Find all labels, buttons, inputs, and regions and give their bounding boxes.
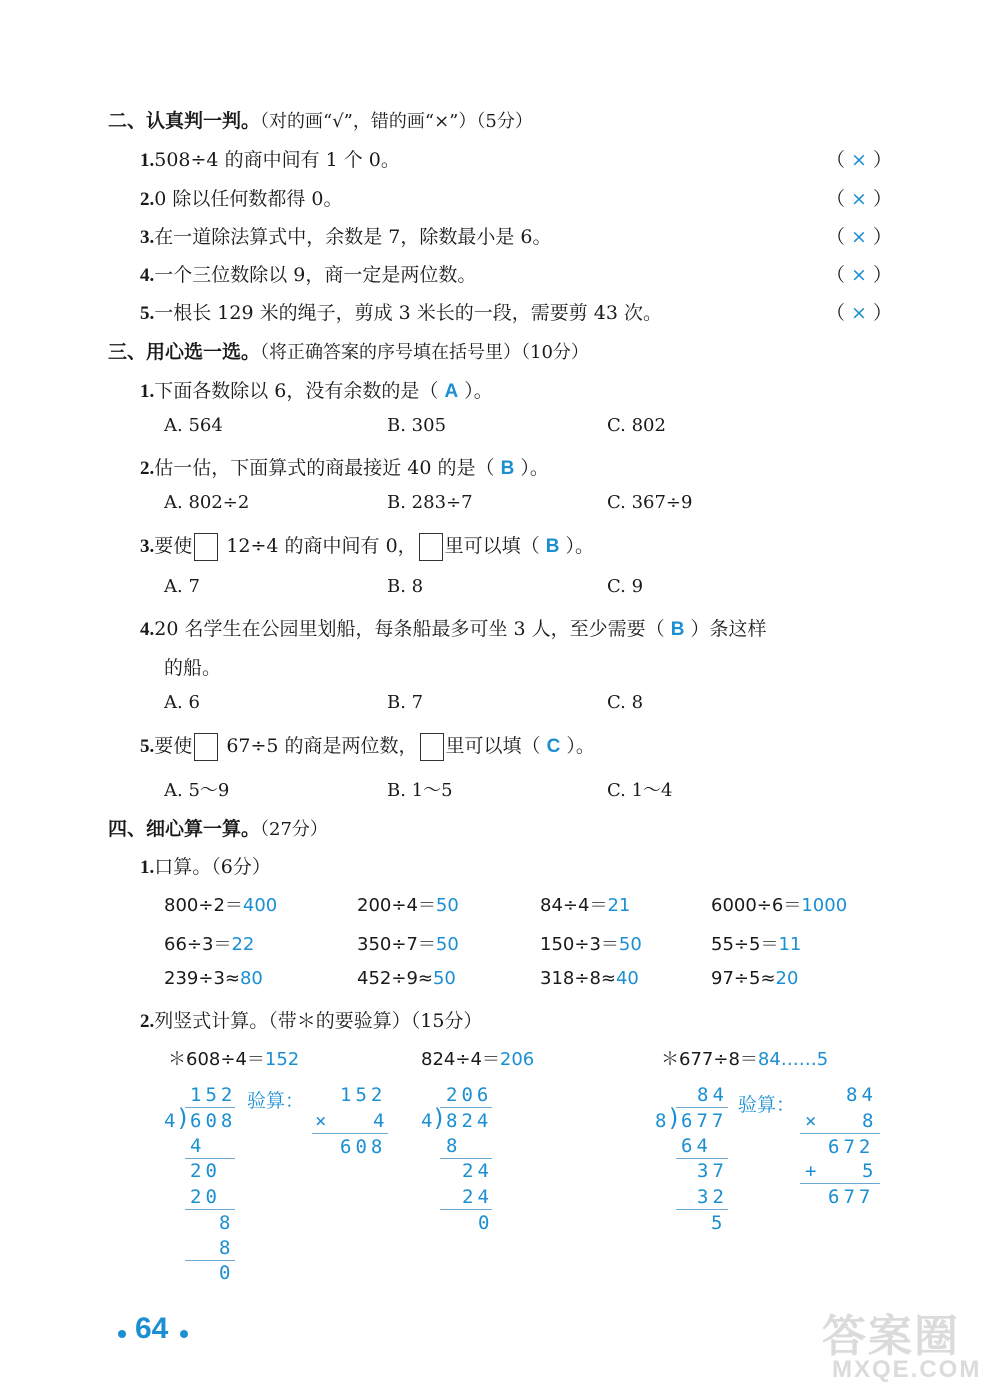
item-text: 在一道除法算式中，余数是 7，除数最小是 6。: [154, 226, 552, 248]
oral-calc-2-3: 150÷3＝50: [540, 934, 642, 955]
judge-item-1: [140, 145, 400, 172]
item-number: 4.: [140, 265, 155, 286]
check-operator: ×: [805, 1110, 821, 1132]
blank-box: [419, 533, 443, 561]
judge-answer-1: （ × ）: [826, 149, 893, 171]
division-bracket: ): [434, 1104, 444, 1132]
long-division-step: 24: [462, 1160, 493, 1182]
question-text: 估一估，下面算式的商最接近 40 的是（: [154, 457, 495, 479]
choice-question-1: [140, 376, 493, 403]
oral-calc-2-1: 66÷3＝22: [164, 934, 255, 955]
option-c: C. 802: [607, 415, 666, 436]
choice-answer: A: [444, 381, 459, 402]
oral-calc-1-1: 800÷2＝400: [164, 895, 278, 916]
step-line: [185, 1158, 235, 1159]
choice-question-4-line2: 的船。: [164, 657, 222, 679]
judge-answer-2: （ × ）: [826, 188, 893, 210]
option-b: B. 7: [387, 692, 424, 713]
item-text: 0 除以任何数都得 0。: [154, 188, 343, 210]
section-4-heading: [108, 814, 328, 841]
long-division-dividend: 608: [190, 1110, 237, 1132]
option-b: B. 1～5: [387, 780, 453, 801]
answer-mark: ×: [851, 302, 867, 324]
judge-item-4: [140, 260, 476, 287]
check-label: 验算：: [247, 1090, 305, 1112]
judge-item-2: [140, 184, 343, 211]
calc-answer: 84……5: [757, 1049, 829, 1070]
option-b: B. 283÷7: [387, 492, 473, 513]
calc-answer: 152: [264, 1049, 300, 1070]
section-2-heading: [108, 106, 533, 133]
item-number: 1.: [140, 381, 155, 402]
judge-item-5: [140, 298, 662, 325]
choice-answer: B: [670, 619, 685, 640]
check-partial: 672: [828, 1136, 875, 1158]
question-text: 要使: [154, 735, 193, 757]
calc-answer: 40: [615, 968, 639, 989]
long-division-quotient: 206: [446, 1084, 493, 1106]
step-line: [440, 1158, 492, 1159]
oral-calc-3-1: 239÷3≈80: [164, 968, 263, 989]
question-text-end: ）。: [520, 457, 549, 479]
long-division-dividend: 824: [446, 1110, 493, 1132]
division-bar: [185, 1107, 235, 1108]
check-multiplier: 8: [862, 1110, 878, 1132]
check-multiplicand: 84: [846, 1084, 877, 1106]
item-number: 1.: [140, 150, 155, 171]
division-bar: [676, 1107, 728, 1108]
long-division-quotient: 152: [190, 1084, 237, 1106]
blank-box: [194, 533, 218, 561]
long-division-step: 8: [446, 1135, 462, 1157]
judge-answer-4: （ × ）: [826, 264, 893, 286]
long-division-step: 0: [219, 1262, 235, 1284]
calc-answer: 80: [239, 968, 263, 989]
page-dot-right: [180, 1330, 188, 1338]
oral-calc-heading: [140, 852, 271, 879]
item-number: 4.: [140, 619, 155, 640]
long-division-step: 8: [219, 1237, 235, 1259]
division-bar: [440, 1107, 492, 1108]
oral-calc-1-2: 200÷4＝50: [357, 895, 459, 916]
long-division-divisor: 4: [421, 1110, 437, 1132]
option-a: A. 7: [164, 576, 200, 597]
choice-answer: B: [545, 536, 560, 557]
option-c: C. 8: [607, 692, 644, 713]
long-division-step: 20: [190, 1186, 221, 1208]
item-text: 508÷4 的商中间有 1 个 0。: [154, 149, 400, 171]
judge-answer-3: （ × ）: [826, 226, 893, 248]
check-line: [312, 1133, 388, 1134]
long-division-divisor: 4: [164, 1110, 180, 1132]
option-a: A. 802÷2: [164, 492, 250, 513]
calc-answer: 206: [499, 1049, 535, 1070]
option-a: A. 6: [164, 692, 200, 713]
calc-answer: 22: [231, 934, 255, 955]
item-number: 2.: [140, 458, 155, 479]
answer-mark: ×: [851, 149, 867, 171]
option-c: C. 1～4: [607, 780, 673, 801]
choice-question-5: [140, 731, 595, 761]
long-division-step: 64: [681, 1135, 712, 1157]
vertical-problem-2: 824÷4＝206: [421, 1049, 535, 1070]
question-text-end: ）。: [464, 380, 493, 402]
option-c: C. 367÷9: [607, 492, 693, 513]
long-division-step: 20: [190, 1160, 221, 1182]
long-division-dividend: 677: [681, 1110, 728, 1132]
item-number: 1.: [140, 857, 155, 878]
question-text-end: ）。: [565, 535, 595, 557]
long-division-step: 8: [219, 1212, 235, 1234]
step-line: [676, 1209, 728, 1210]
watermark-url: MXQE.COM: [832, 1356, 982, 1383]
section-3-title: 三、用心选一选。: [108, 341, 261, 363]
section-3-note: （将正确答案的序号填在括号里）（10分）: [260, 342, 589, 363]
item-number: 5.: [140, 736, 155, 757]
item-number: 5.: [140, 303, 155, 324]
oral-calc-3-3: 318÷8≈40: [540, 968, 639, 989]
calc-answer: 11: [778, 934, 802, 955]
calc-answer: 20: [775, 968, 799, 989]
choice-question-3: [140, 531, 594, 561]
calc-answer: 50: [435, 895, 459, 916]
calc-answer: 1000: [801, 895, 848, 916]
long-division-step: 4: [190, 1135, 206, 1157]
choice-answer: C: [546, 736, 561, 757]
item-number: 3.: [140, 227, 155, 248]
choice-answer: B: [500, 458, 515, 479]
page-dot-left: [118, 1330, 126, 1338]
item-number: 2.: [140, 1011, 155, 1032]
question-text-mid2: 里可以填（: [445, 735, 541, 757]
step-line: [185, 1209, 235, 1210]
question-text-mid: 12÷4 的商中间有 0，: [226, 535, 417, 557]
long-division-step: 5: [711, 1212, 727, 1234]
question-text: 20 名学生在公园里划船，每条船最多可坐 3 人，至少需要（: [154, 618, 665, 640]
option-a: A. 5～9: [164, 780, 230, 801]
question-text-mid2: 里可以填（: [444, 535, 540, 557]
check-multiplier: 4: [373, 1110, 389, 1132]
item-text: 一根长 129 米的绳子，剪成 3 米长的一段，需要剪 43 次。: [154, 302, 663, 324]
long-division-step: 24: [462, 1186, 493, 1208]
long-division-divisor: 8: [655, 1110, 671, 1132]
watermark-logo: 答案圈: [822, 1312, 960, 1361]
page-number: 64: [135, 1312, 169, 1345]
item-text: 一个三位数除以 9，商一定是两位数。: [154, 264, 477, 286]
judge-item-3: [140, 222, 552, 249]
calc-answer: 400: [242, 895, 278, 916]
option-c: C. 9: [607, 576, 644, 597]
check-label: 验算：: [738, 1094, 796, 1116]
step-line: [440, 1209, 492, 1210]
check-operator-2: +: [805, 1160, 821, 1182]
oral-calc-1-3: 84÷4＝21: [540, 895, 631, 916]
option-a: A. 564: [164, 415, 223, 436]
vertical-problem-3: ＊677÷8＝84……5: [661, 1049, 829, 1070]
item-number: 3.: [140, 536, 155, 557]
check-remainder: 5: [862, 1160, 878, 1182]
section-2-title: 二、认真判一判。: [108, 110, 261, 132]
oral-calc-3-4: 97÷5≈20: [711, 968, 799, 989]
answer-mark: ×: [851, 226, 867, 248]
check-result: 677: [828, 1186, 875, 1208]
section-3-heading: [108, 337, 589, 364]
check-operator: ×: [315, 1110, 331, 1132]
answer-mark: ×: [851, 188, 867, 210]
question-text-end: ）。: [566, 735, 595, 757]
section-4-note: （27分）: [260, 819, 328, 840]
check-line: [800, 1133, 880, 1134]
vertical-calc-title: 列竖式计算。（带＊的要验算）（15分）: [154, 1010, 483, 1032]
division-bracket: ): [669, 1104, 679, 1132]
calc-answer: 50: [618, 934, 642, 955]
item-number: 2.: [140, 189, 155, 210]
section-4-title: 四、细心算一算。: [108, 818, 261, 840]
question-text-end: ）条这样: [690, 618, 767, 640]
long-division-step: 32: [697, 1186, 728, 1208]
long-division-step: 0: [478, 1212, 494, 1234]
question-text: 下面各数除以 6，没有余数的是（: [154, 380, 439, 402]
choice-question-2: [140, 453, 549, 480]
calc-answer: 50: [432, 968, 456, 989]
question-text-mid: 67÷5 的商是两位数，: [226, 735, 418, 757]
vertical-problem-1: ＊608÷4＝152: [168, 1049, 300, 1070]
long-division-step: 37: [697, 1160, 728, 1182]
judge-answer-5: （ × ）: [826, 302, 893, 324]
blank-box: [194, 733, 218, 761]
check-result: 608: [340, 1136, 387, 1158]
step-line: [676, 1158, 728, 1159]
oral-calc-2-2: 350÷7＝50: [357, 934, 459, 955]
oral-calc-1-4: 6000÷6＝1000: [711, 895, 848, 916]
long-division-quotient: 84: [697, 1084, 728, 1106]
option-b: B. 8: [387, 576, 424, 597]
calc-answer: 21: [607, 895, 631, 916]
oral-calc-2-4: 55÷5＝11: [711, 934, 802, 955]
oral-calc-title: 口算。（6分）: [154, 856, 271, 878]
check-multiplicand: 152: [340, 1084, 387, 1106]
division-bracket: ): [178, 1104, 188, 1132]
choice-question-4: [140, 614, 766, 641]
answer-mark: ×: [851, 264, 867, 286]
oral-calc-3-2: 452÷9≈50: [357, 968, 456, 989]
section-2-note: （对的画“√”，错的画“×”）（5分）: [260, 111, 533, 132]
check-line: [800, 1183, 880, 1184]
question-text: 要使: [154, 535, 193, 557]
vertical-calc-heading: [140, 1006, 482, 1033]
calc-answer: 50: [435, 934, 459, 955]
blank-box: [420, 733, 444, 761]
option-b: B. 305: [387, 415, 447, 436]
step-line: [185, 1260, 235, 1261]
